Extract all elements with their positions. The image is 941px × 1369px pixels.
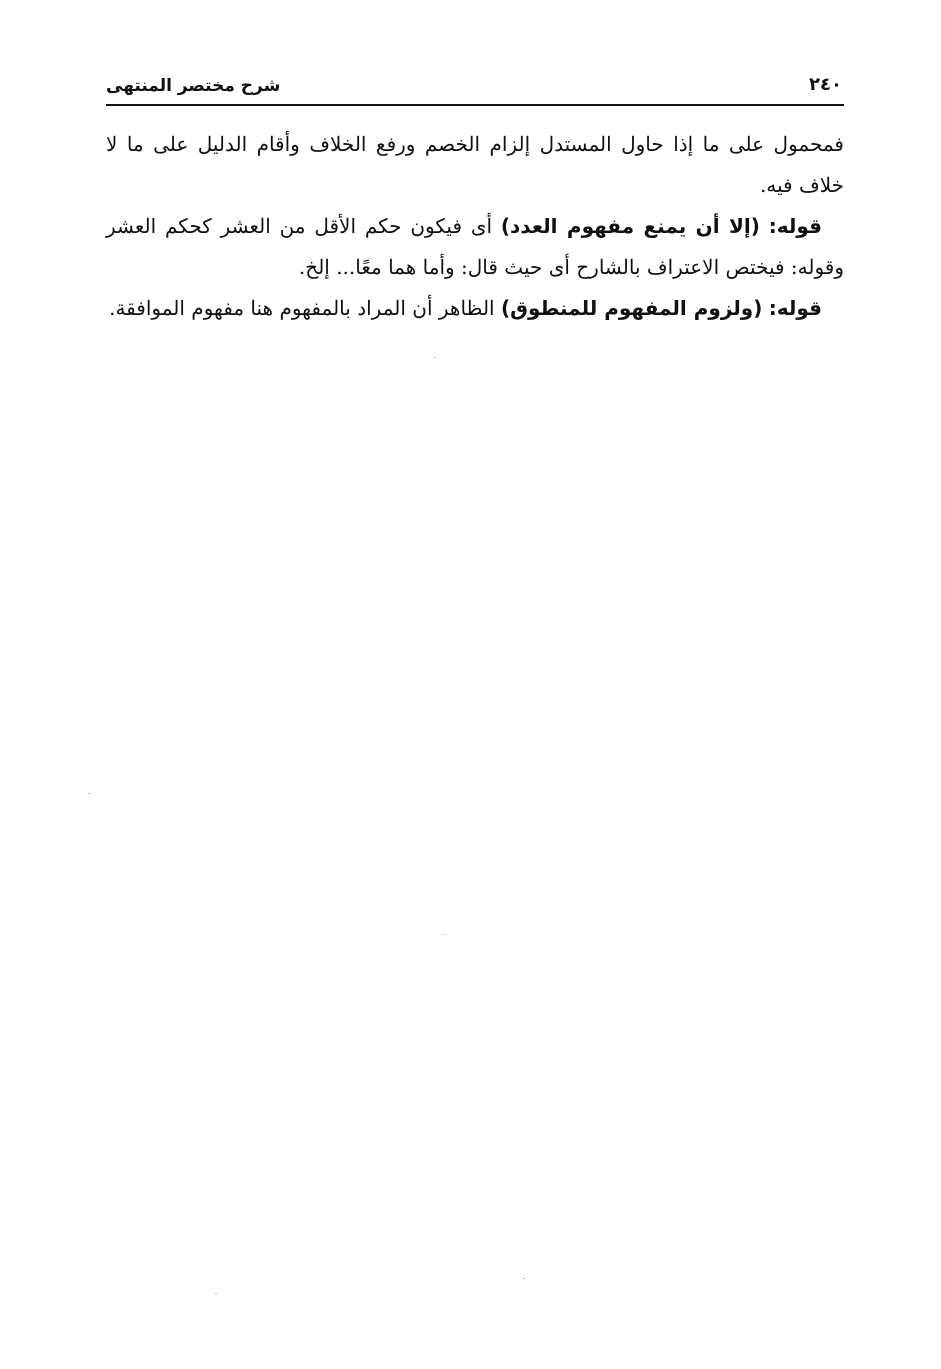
paragraph-lead: قوله: <box>768 214 823 238</box>
page-number: ٢٤٠ <box>809 74 842 95</box>
scan-speck <box>523 1278 525 1279</box>
scan-speck <box>88 793 90 794</box>
paragraph <box>106 124 844 206</box>
paragraph-text: فمحمول على ما إذا حاول المستدل إلزام الخصم ورفع الخلاف وأقام الدليل على ما لا خلاف فيه. <box>106 132 844 197</box>
paragraph-text: الظاهر أن المراد بالمفهوم هنا مفهوم الموافقة. <box>109 296 495 320</box>
quoted-phrase: (ولزوم المفهوم للمنطوق) <box>500 296 763 320</box>
paragraph-text: أى فيكون حكم الأقل من العشر كحكم العشر وقوله: فيختص الاعتراف بالشارح أى حيث قال: وأما هما معًا... إلخ. <box>106 214 844 279</box>
quoted-phrase: (إلا أن يمنع مفهوم العدد) <box>500 214 760 238</box>
paragraph <box>106 206 844 288</box>
body-text <box>106 124 844 329</box>
running-title: شرح مختصر المنتهى <box>106 76 281 96</box>
scan-speck <box>442 934 444 935</box>
paragraph-lead: قوله: <box>768 296 822 320</box>
page-header <box>106 74 844 106</box>
scan-speck <box>215 1293 217 1294</box>
paragraph <box>106 288 844 329</box>
scan-speck <box>434 357 436 358</box>
